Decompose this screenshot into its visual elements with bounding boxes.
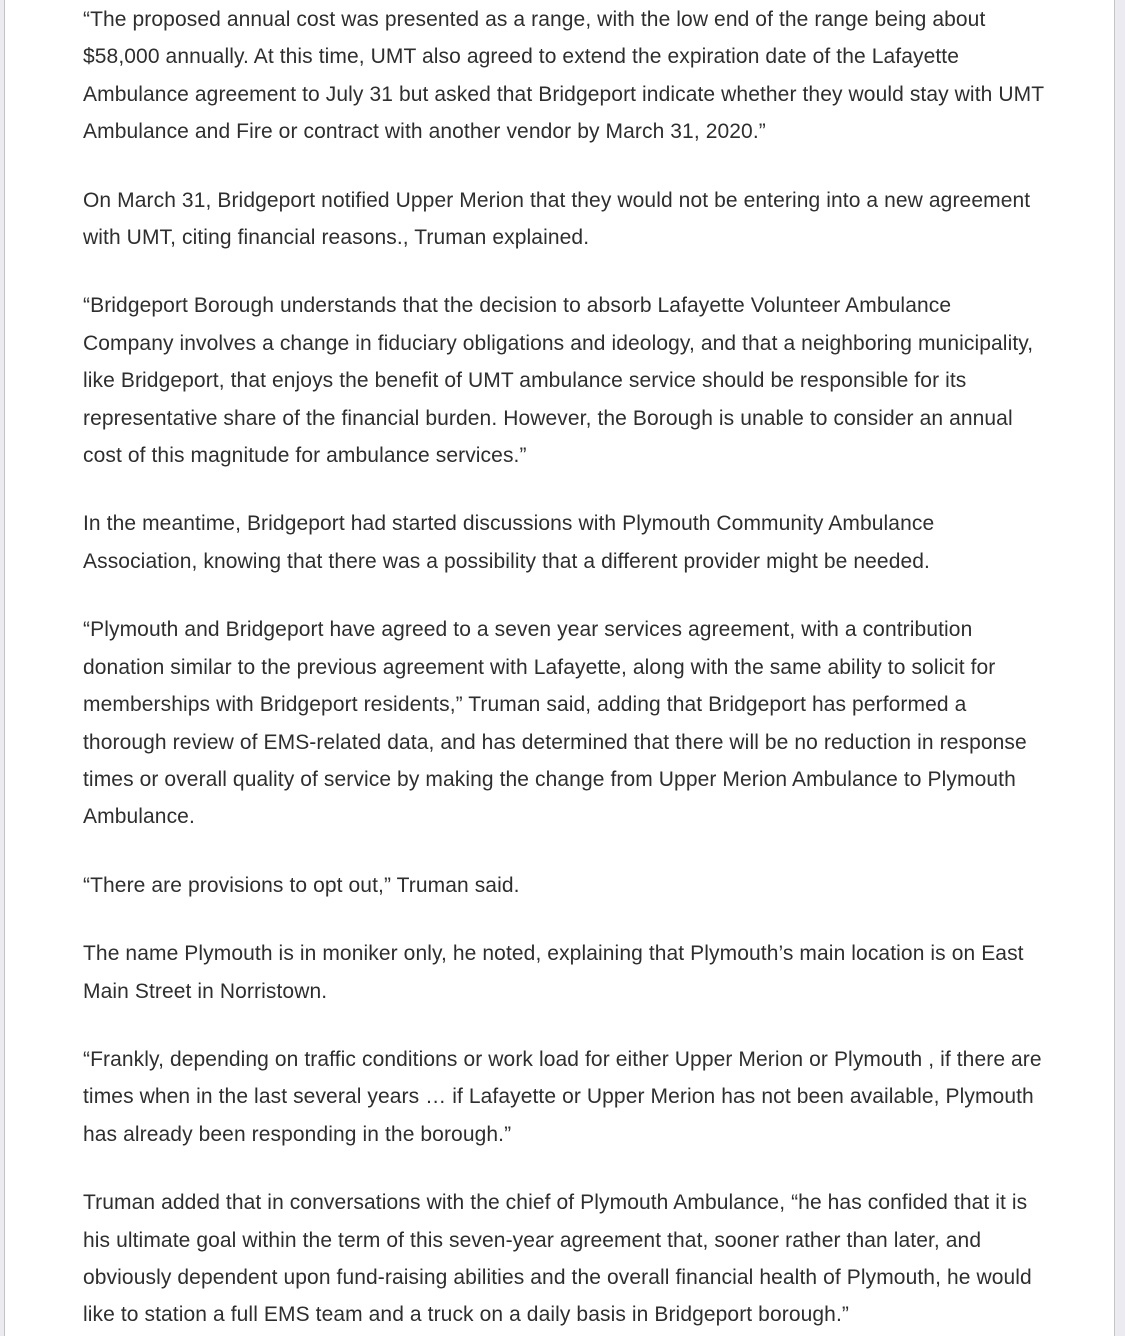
article-paragraph: The name Plymouth is in moniker only, he noted, explaining that Plymouth’s main location is on East Main Street in Norristown. (83, 942, 1024, 1003)
article-paragraph: Truman added that in conversations with the chief of Plymouth Ambulance, “he has confided that it is his ultimate goal within the term of this seven-year agreement that, sooner rather than later, and obviously dependent upon fund-raising abilities and the overall financial health of Plymouth, he would like to station a full EMS team and a truck on a daily basis in Bridgeport borough.” (83, 1191, 1032, 1327)
article-paragraph: “Frankly, depending on traffic conditions or work load for either Upper Merion or Plymouth , if there are times when in the last several years … if Lafayette or Upper Merion has not been available, Plymouth has already been responding in the borough.” (83, 1047, 1042, 1146)
article-paragraph: “The proposed annual cost was presented as a range, with the low end of the range being about $58,000 annually. At this time, UMT also agreed to extend the expiration date of the Lafayette Ambulance agreement to July 31 but asked that Bridgeport indicate whether they would stay with UMT Ambulance and Fire or contract with another vendor by March 31, 2020.” (83, 8, 1044, 144)
article-page (4, 0, 1115, 1336)
article-paragraph: On March 31, Bridgeport notified Upper Merion that they would not be entering into a new agreement with UMT, citing financial reasons., Truman explained. (83, 188, 1031, 250)
article-paragraph: “Plymouth and Bridgeport have agreed to a seven year services agreement, with a contribution donation similar to the previous agreement with Lafayette, along with the same ability to solicit for memberships with Bridgeport residents,” Truman said, adding that Bridgeport has performed a thorough review of EMS-related data, and has determined that there will be no reduction in response times or overall quality of service by making the change from Upper Merion Ambulance to Plymouth Ambulance. (83, 618, 1027, 829)
article-paragraph: “Bridgeport Borough understands that the decision to absorb Lafayette Volunteer Ambulance Company involves a change in fiduciary obligations and ideology, and that a neighboring municipality, like Bridgeport, that enjoys the benefit of UMT ambulance service should be responsible for its representative share of the financial burden. However, the Borough is unable to consider an annual cost of this magnitude for ambulance services.” (83, 294, 1034, 468)
article-paragraph: In the meantime, Bridgeport had started discussions with Plymouth Community Ambulance Association, knowing that there was a possibility that a different provider might be needed. (83, 512, 935, 573)
article-paragraph: “There are provisions to opt out,” Truman said. (83, 873, 520, 897)
article-body (5, 0, 1114, 1334)
